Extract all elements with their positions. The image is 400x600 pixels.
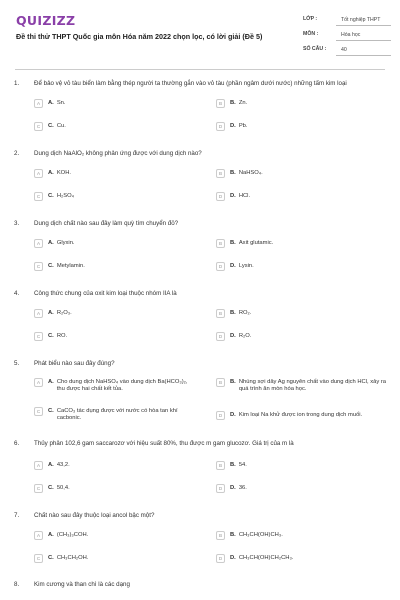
question-number: 2. xyxy=(14,150,20,157)
option-badge: D xyxy=(216,192,225,201)
option-letter: B. xyxy=(230,532,236,538)
question-number: 3. xyxy=(14,220,20,227)
question-text: Phát biểu nào sau đây đúng? xyxy=(34,360,115,367)
option-text: CH₃CH(OH)CH₃. xyxy=(238,532,283,538)
document-header xyxy=(0,0,400,66)
option-d[interactable] xyxy=(216,332,386,341)
option-text: 36. xyxy=(238,485,247,491)
option-letter: A. xyxy=(48,532,54,538)
option-badge: A xyxy=(34,239,43,248)
option-text: 50,4. xyxy=(56,485,70,491)
option-c[interactable] xyxy=(34,554,204,563)
meta-class-field[interactable]: Tốt nghiệp THPT xyxy=(336,14,391,26)
option-d[interactable] xyxy=(216,484,386,493)
option-badge: A xyxy=(34,169,43,178)
option-text: 43,2. xyxy=(56,462,70,468)
option-text: KOH. xyxy=(56,170,71,176)
option-letter: D. xyxy=(230,485,236,491)
question-text: Chất nào sau đây thuộc loại ancol bậc một? xyxy=(34,512,155,519)
question-text: Để bảo vệ vỏ tàu biển làm bằng thép người ta thường gắn vào vỏ tàu (phần ngâm dưới nước) những tấm kim loại xyxy=(34,80,347,87)
option-letter: C. xyxy=(48,123,54,129)
option-letter: C. xyxy=(48,555,54,561)
option-text: H₂SO₄ xyxy=(56,193,74,199)
option-b[interactable] xyxy=(216,309,386,318)
option-badge: B xyxy=(216,531,225,540)
meta-class xyxy=(303,14,391,27)
question-text: Công thức chung của oxit kim loại thuộc nhóm IIA là xyxy=(34,290,177,297)
option-letter: A. xyxy=(48,310,54,316)
option-letter: D. xyxy=(230,123,236,129)
option-text: HCl. xyxy=(238,193,251,199)
option-badge: C xyxy=(34,407,43,416)
option-letter: A. xyxy=(48,379,54,385)
option-badge: D xyxy=(216,122,225,131)
option-text: RO₂. xyxy=(238,310,252,316)
option-badge: D xyxy=(216,411,225,420)
option-c[interactable] xyxy=(34,262,204,271)
option-a[interactable] xyxy=(34,378,194,393)
option-badge: B xyxy=(216,99,225,108)
option-text: Cho dung dịch NaHSO₄ vào dung dịch Ba(HCO₃)₂, thu được hai chất kết tủa. xyxy=(56,379,188,392)
option-badge: A xyxy=(34,461,43,470)
option-d[interactable] xyxy=(216,411,386,420)
option-letter: C. xyxy=(48,263,54,269)
option-letter: B. xyxy=(230,462,236,468)
option-badge: C xyxy=(34,554,43,563)
option-a[interactable] xyxy=(34,99,204,108)
option-text: Cu. xyxy=(56,123,66,129)
option-badge: B xyxy=(216,461,225,470)
option-c[interactable] xyxy=(34,122,204,131)
option-badge: C xyxy=(34,192,43,201)
option-d[interactable] xyxy=(216,262,386,271)
option-b[interactable] xyxy=(216,461,386,470)
option-text: Sn. xyxy=(56,100,66,106)
option-letter: D. xyxy=(230,193,236,199)
option-b[interactable] xyxy=(216,239,386,248)
option-badge: D xyxy=(216,262,225,271)
option-letter: C. xyxy=(48,408,54,414)
question-number: 7. xyxy=(14,512,20,519)
option-letter: B. xyxy=(230,379,236,385)
question-text: Dung dịch chất nào sau đây làm quỳ tím chuyển đỏ? xyxy=(34,220,179,227)
option-letter: A. xyxy=(48,240,54,246)
option-letter: B. xyxy=(230,310,236,316)
option-text: Axit glutamic. xyxy=(238,240,274,246)
option-letter: D. xyxy=(230,263,236,269)
question-number: 4. xyxy=(14,290,20,297)
option-letter: D. xyxy=(230,333,236,339)
option-c[interactable] xyxy=(34,484,204,493)
option-badge: C xyxy=(34,484,43,493)
option-b[interactable] xyxy=(216,531,386,540)
option-d[interactable] xyxy=(216,122,386,131)
option-letter: B. xyxy=(230,170,236,176)
option-b[interactable] xyxy=(216,99,386,108)
option-badge: A xyxy=(34,378,43,387)
option-a[interactable] xyxy=(34,461,204,470)
option-letter: C. xyxy=(48,485,54,491)
option-letter: A. xyxy=(48,170,54,176)
option-letter: C. xyxy=(48,333,54,339)
option-text: CH₃CH(OH)CH₂CH₃. xyxy=(238,555,294,561)
option-a[interactable] xyxy=(34,309,204,318)
option-a[interactable] xyxy=(34,531,204,540)
option-badge: D xyxy=(216,554,225,563)
option-text: Glyxin. xyxy=(56,240,75,246)
option-c[interactable] xyxy=(34,407,194,422)
meta-class-label: LỚP : xyxy=(303,16,318,22)
option-badge: D xyxy=(216,332,225,341)
meta-count-label: SỐ CÂU : xyxy=(303,46,327,52)
option-badge: C xyxy=(34,332,43,341)
option-c[interactable] xyxy=(34,192,204,201)
option-b[interactable] xyxy=(216,378,386,393)
question-number: 5. xyxy=(14,360,20,367)
option-letter: C. xyxy=(48,193,54,199)
meta-subject xyxy=(303,29,391,42)
option-text: CH₃CH₂OH. xyxy=(56,555,89,561)
meta-count-field[interactable]: 40 xyxy=(336,44,391,56)
option-b[interactable] xyxy=(216,169,386,178)
option-badge: D xyxy=(216,484,225,493)
option-letter: A. xyxy=(48,100,54,106)
option-letter: B. xyxy=(230,240,236,246)
option-text: Metylamin. xyxy=(56,263,85,269)
option-text: Zn. xyxy=(238,100,248,106)
option-text: RO. xyxy=(56,333,68,339)
option-badge: A xyxy=(34,99,43,108)
option-letter: B. xyxy=(230,100,236,106)
option-badge: B xyxy=(216,169,225,178)
option-text: CaCO₃ tác dụng được với nước có hòa tan khí cacbonic. xyxy=(56,408,178,421)
option-a[interactable] xyxy=(34,169,204,178)
option-badge: A xyxy=(34,531,43,540)
option-badge: C xyxy=(34,262,43,271)
question-number: 6. xyxy=(14,440,20,447)
option-c[interactable] xyxy=(34,332,204,341)
option-badge: A xyxy=(34,309,43,318)
meta-count xyxy=(303,44,391,57)
option-badge: B xyxy=(216,378,225,387)
option-text: R₂O₃. xyxy=(56,310,72,316)
meta-subject-label: MÔN : xyxy=(303,31,319,37)
option-text: (CH₃)₃COH. xyxy=(56,532,89,538)
option-letter: A. xyxy=(48,462,54,468)
option-text: NaHSO₄. xyxy=(238,170,263,176)
meta-subject-field[interactable]: Hóa học xyxy=(336,29,391,41)
option-text: R₂O. xyxy=(238,333,252,339)
quizizz-logo[interactable]: QUIZIZZ xyxy=(16,13,76,28)
question-text: Dung dịch NaAlO₂ không phản ứng được với dung dịch nào? xyxy=(34,150,202,157)
question-text: Thủy phân 102,6 gam saccarozơ với hiệu suất 80%, thu được m gam glucozơ. Giá trị của m là xyxy=(34,440,294,447)
question-text: Kim cương và than chì là các dạng xyxy=(34,581,130,588)
option-letter: D. xyxy=(230,555,236,561)
option-d[interactable] xyxy=(216,554,386,563)
option-badge: B xyxy=(216,239,225,248)
option-text: Kim loại Na khử được ion trong dung dịch muối. xyxy=(238,412,363,418)
option-d[interactable] xyxy=(216,192,386,201)
option-text: Pb. xyxy=(238,123,248,129)
option-text: Nhúng sợi dây Ag nguyên chất vào dung dịch HCl, xảy ra quá trình ăn mòn hóa học. xyxy=(238,379,387,392)
option-a[interactable] xyxy=(34,239,204,248)
option-badge: B xyxy=(216,309,225,318)
question-number: 1. xyxy=(14,80,20,87)
question-number: 8. xyxy=(14,581,20,588)
header-divider xyxy=(15,69,385,70)
option-text: 54. xyxy=(238,462,247,468)
option-badge: C xyxy=(34,122,43,131)
document-title: Đề thi thử THPT Quốc gia môn Hóa năm 2022 chọn lọc, có lời giải (Đề 5) xyxy=(16,32,263,41)
option-text: Lysin. xyxy=(238,263,254,269)
option-letter: D. xyxy=(230,412,236,418)
